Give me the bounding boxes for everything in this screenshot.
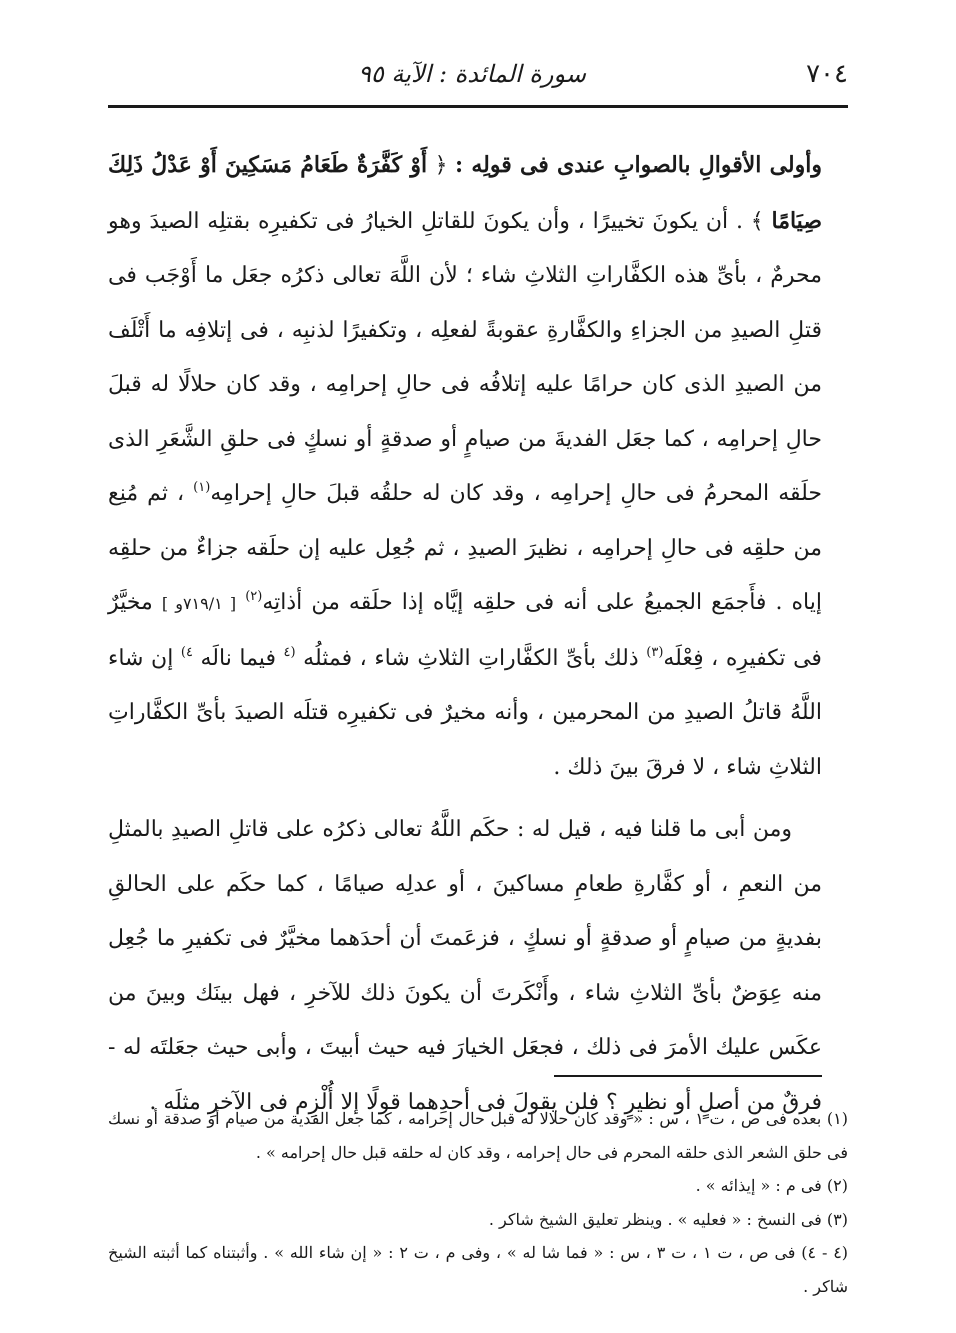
manuscript-ref: [ ٧١٩/١و ]	[161, 594, 237, 613]
quran-bracket-open: ﴿	[434, 153, 448, 178]
paragraph-1-text: إن شاء اللَّهُ قاتلُ الصيدِ من المحرمين ، وأنه مخيرٌ فى تكفيرِه قتلَه الصيدَ بأىِّ الكفَّاراتِ الثلاثِ شاء ، لا فرقَ بينَ ذلك .	[108, 645, 822, 780]
paragraph-1-text: ، ثم مُنِع من حلقِه فى حالِ إحرامِه ، نظيرَ الصيدِ ، ثم جُعِل عليه إن حلَقه جزاءٌ من حلقِه إياه . فأَجمَع الجميعُ على أنه فى حلقِه إيَّاه إذا حلَقه من أذاتِه	[108, 481, 822, 615]
quran-quote: أَوْ كَفَّرَةٌ طَعَامُ مَسَكِينَ أَوْ عَدْلُ ذَلِكَ صِيَامًا	[108, 152, 822, 234]
paragraph-1-text: . أن يكونَ تخييرًا ، وأن يكونَ للقاتلِ الخيارُ فى تكفيرِه بقتلِه الصيدَ وهو محرمٌ ، بأىِّ هذه الكفَّاراتِ الثلاثِ شاء ؛ لأن اللَّهَ تعالى ذكرُه جعَل ما أَوْجَب فى قتلِ الصيدِ من الجزاءِ والكفَّارةِ عقوبةً لفعلِه ، وتكفيرًا لذنبِه ، فى إتلافِه ما أَتْلَف من الصيدِ الذى كان حرامًا عليه إتلافُه فى حالِ إحرامِه ، وقد كان حلالًا له قبلَ حالِ إحرامِه ، كما جعَل الفديةَ من صيامٍ أو صدقةٍ أو نسكٍ فى حلقِ الشَّعَرِ الذى حلَقه المحرمُ فى حالِ إحرامِه ، وقد كان له حلقُه قبلَ حالِ إحرامِه	[108, 208, 823, 506]
header-rule	[108, 105, 848, 108]
footnote-ref-1: (١)	[193, 480, 211, 495]
quran-bracket-close: ﴾	[750, 208, 764, 234]
paragraph-1-text: مخيَّرٌ فى تكفيرِه ، فِعْلَه	[108, 590, 822, 671]
footnote-4: (٤ - ٤) فى ص ، ت ١ ، ت ٣ ، س : « فما شا له » ، وفى م ، ت ٢ : « إن شاء الله » . وأثبتناه كما أثبته الشيخ شاكر .	[108, 1243, 849, 1296]
footnote-1: (١) بعده فى ص ، ت ١ ، س : « وقد كان حلالا له قبل حال إحرامه ، كما جعل الفدية من صيام أو صدقة أو نسك فى حلق الشعر الذى حلقه المحرم فى حال إحرامه ، وقد كان له حلقه قبل حال إحرامه » .	[108, 1109, 849, 1162]
footnote-3: (٣) فى النسخ : « فعليه » . وينظر تعليق الشيخ شاكر .	[488, 1209, 848, 1229]
footnote-2: (٢) فى م : « إيذائه » .	[695, 1176, 848, 1195]
page-number: ٧٠٤	[806, 59, 848, 89]
footnote-ref-4-open: (٤	[283, 644, 296, 660]
paragraph-1	[108, 138, 822, 795]
paragraph-1-text: ذلك بأىِّ الكفَّاراتِ الثلاثِ شاء ، فمثلُه	[303, 645, 639, 671]
footnote-ref-2: (٢)	[245, 589, 263, 604]
footnote-rule	[554, 1075, 822, 1077]
paragraph-2: ومن أبى ما قلنا فيه ، قيل له : حكَم اللَّهُ تعالى ذكرُه على قاتلِ الصيدِ بالمثلِ من النعمِ ، أو كفَّارةِ طعامِ مساكينَ ، أو عدلِه صيامًا ، كما حكَم على الحالقِ بفديةٍ من صيامٍ أو صدقةٍ أو نسكٍ ، فزعَمتَ أن أحدَهما مخيَّرٌ فى تكفيرِ ما جُعِل منه عِوَضٌ بأىِّ الثلاثِ شاء ، وأَنْكَرتَ أن يكونَ ذلك للآخرِ ، فهل بينَك وبينَ من عكَس عليك الأمرَ فى ذلك ، فجعَل الخيارَ فيه حيث أبيتَ ، وأبى حيث جعَلتَه له - فرقٌ من أصلٍ أو نظيرٍ ؟ فلن يقولَ فى أحدِهما قولًا إلا أُلْزِم فى الآخرِ مثلَه .	[108, 817, 822, 1115]
lead-phrase: وأولى الأقوالِ بالصوابِ عندى فى قولِه :	[455, 152, 822, 178]
running-header	[108, 52, 848, 96]
paragraph-1-text: فيما نالَه	[200, 645, 276, 671]
footnote-ref-3: (٣)	[646, 644, 664, 660]
footnotes	[108, 1102, 848, 1303]
main-text	[108, 138, 822, 1130]
footnote-ref-4-close: ٤)	[180, 644, 193, 660]
running-title: سورة المائدة : الآية ٩٥	[358, 60, 586, 88]
